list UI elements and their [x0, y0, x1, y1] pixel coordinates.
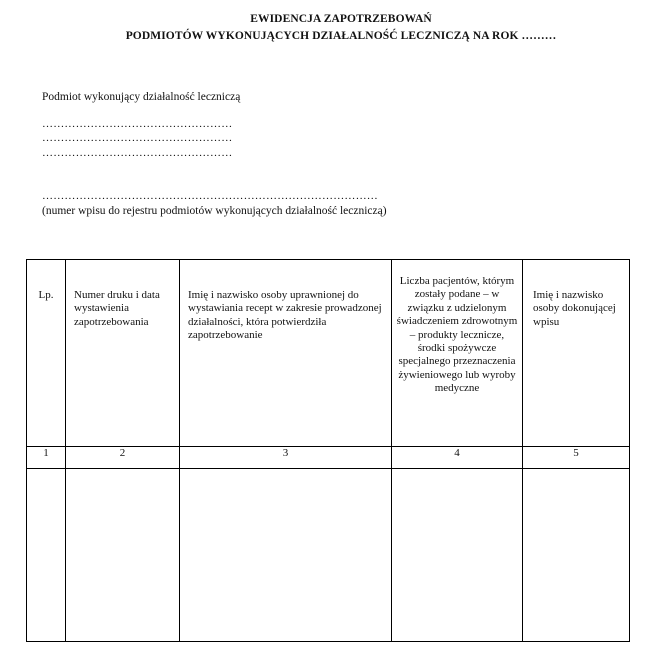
subject-fill-line-3[interactable]: ……………………………………………	[42, 147, 233, 159]
registry-number-note: (numer wpisu do rejestru podmiotów wykonujących działalność leczniczą)	[42, 205, 387, 217]
column-number-1: 1	[27, 447, 66, 469]
header-cell-lp: Lp.	[27, 260, 66, 447]
subject-fill-line-1[interactable]: ……………………………………………	[42, 118, 233, 130]
column-number-4: 4	[392, 447, 523, 469]
subject-label: Podmiot wykonujący działalność leczniczą	[42, 91, 241, 103]
form-title-line2: PODMIOTÓW WYKONUJĄCYCH DZIAŁALNOŚĆ LECZNICZĄ NA ROK ………	[125, 30, 557, 42]
header-cell-entry-person: Imię i nazwisko osoby dokonującej wpisu	[523, 260, 630, 447]
register-table	[26, 259, 630, 642]
entry-cell-document-number[interactable]	[66, 469, 180, 642]
subject-fill-line-2[interactable]: ……………………………………………	[42, 132, 233, 144]
entry-cell-entry-person[interactable]	[523, 469, 630, 642]
column-number-row	[27, 447, 630, 469]
column-number-5: 5	[523, 447, 630, 469]
table-row	[27, 469, 630, 642]
table-header-row	[27, 260, 630, 447]
column-number-2: 2	[66, 447, 180, 469]
entry-cell-patient-count[interactable]	[392, 469, 523, 642]
form-title-line1: EWIDENCJA ZAPOTRZEBOWAŃ	[250, 13, 432, 25]
header-cell-document-number: Numer druku i data wystawienia zapotrzebowania	[66, 260, 180, 447]
registry-number-fill-line[interactable]: ………………………………………………………………………………	[42, 190, 378, 202]
entry-cell-lp[interactable]	[27, 469, 66, 642]
column-number-3: 3	[180, 447, 392, 469]
entry-cell-authorized-person[interactable]	[180, 469, 392, 642]
header-cell-patient-count: Liczba pacjentów, którym zostały podane – w związku z udzielonym świadczeniem zdrowotnym – produkty lecznicze, środki spożywcze specjalnego przeznaczenia żywieniowego lub wyroby medyczne	[392, 260, 523, 447]
header-cell-authorized-person: Imię i nazwisko osoby uprawnionej do wystawiania recept w zakresie prowadzonej działalności, która potwierdziła zapotrzebowanie	[180, 260, 392, 447]
